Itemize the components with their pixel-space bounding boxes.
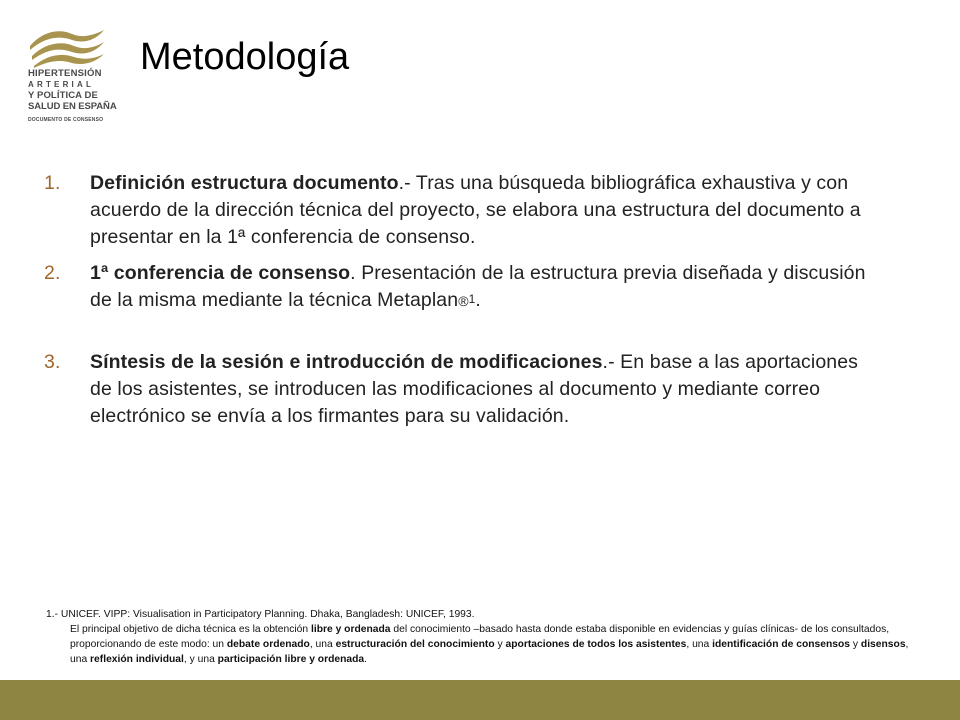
fn-text: . xyxy=(364,654,368,665)
logo-line-1: HIPERTENSIÓN xyxy=(28,68,102,79)
fn-text: , una xyxy=(686,639,713,650)
fn-text: y xyxy=(850,639,861,650)
fn-bold: participación libre y ordenada xyxy=(217,654,365,665)
fn-text: y xyxy=(494,639,506,650)
footnote-ref: 1 xyxy=(468,292,476,306)
fn-bold: reflexión individual xyxy=(90,654,184,665)
wave-logo-icon xyxy=(28,26,106,68)
item-heading: 1ª conferencia de consenso xyxy=(90,262,351,284)
item-body: .- Tras una búsqueda bibliográfica exhaustiva y con acuerdo de la dirección técnica del proyecto, se elabora una estructura del documento a presentar en la 1ª conferencia de consenso. xyxy=(90,172,861,248)
item-text xyxy=(90,260,874,315)
logo xyxy=(28,26,128,126)
fn-bold: aportaciones de todos los asistentes xyxy=(505,639,687,650)
fn-bold: identificación de consensos xyxy=(712,639,851,650)
logo-line-2: ARTERIAL xyxy=(28,80,95,89)
bottom-bar xyxy=(0,680,960,720)
methodology-list xyxy=(44,170,874,430)
item-text xyxy=(90,170,874,251)
list-item xyxy=(44,349,874,430)
page-title: Metodología xyxy=(140,36,350,78)
fn-bold: disensos xyxy=(860,639,906,650)
logo-line-4: SALUD EN ESPAÑA xyxy=(28,101,117,112)
fn-text: , una xyxy=(309,639,336,650)
list-item xyxy=(44,260,874,315)
logo-line-5: DOCUMENTO DE CONSENSO xyxy=(28,117,104,123)
item-end: . xyxy=(475,289,481,311)
footnote-body xyxy=(46,622,926,667)
fn-text: , una xyxy=(70,639,909,665)
fn-bold: debate ordenado xyxy=(226,639,310,650)
item-number: 1. xyxy=(44,172,61,194)
fn-bold: estructuración del conocimiento xyxy=(335,639,495,650)
item-number: 2. xyxy=(44,262,61,284)
item-number: 3. xyxy=(44,351,61,373)
fn-text: del conocimiento –basado hasta donde estaba disponible en evidencias y guías clínicas- de los consultados, proporcionando de este modo: un xyxy=(70,624,890,650)
fn-text: , y una xyxy=(183,654,218,665)
item-heading: Definición estructura documento xyxy=(90,172,399,194)
footnote-reference: 1.- UNICEF. VIPP: Visualisation in Participatory Planning. Dhaka, Bangladesh: UNICEF, 1993. xyxy=(46,609,475,620)
item-body: .- En base a las aportaciones de los asistentes, se introducen las modificaciones al documento y mediante correo electrónico se envía a los firmantes para su validación. xyxy=(90,351,859,427)
item-body: . Presentación de la estructura previa diseñada y discusión de la misma mediante la técnica Metaplan xyxy=(90,262,866,311)
fn-text: El principal objetivo de dicha técnica es la obtención xyxy=(70,624,311,635)
fn-bold: libre y ordenada xyxy=(310,624,391,635)
registered-icon: ® xyxy=(458,293,469,309)
item-text xyxy=(90,349,874,430)
list-item xyxy=(44,170,874,251)
footnote xyxy=(46,607,926,667)
item-heading: Síntesis de la sesión e introducción de modificaciones xyxy=(90,351,603,373)
logo-line-3: Y POLÍTICA DE xyxy=(28,90,98,101)
